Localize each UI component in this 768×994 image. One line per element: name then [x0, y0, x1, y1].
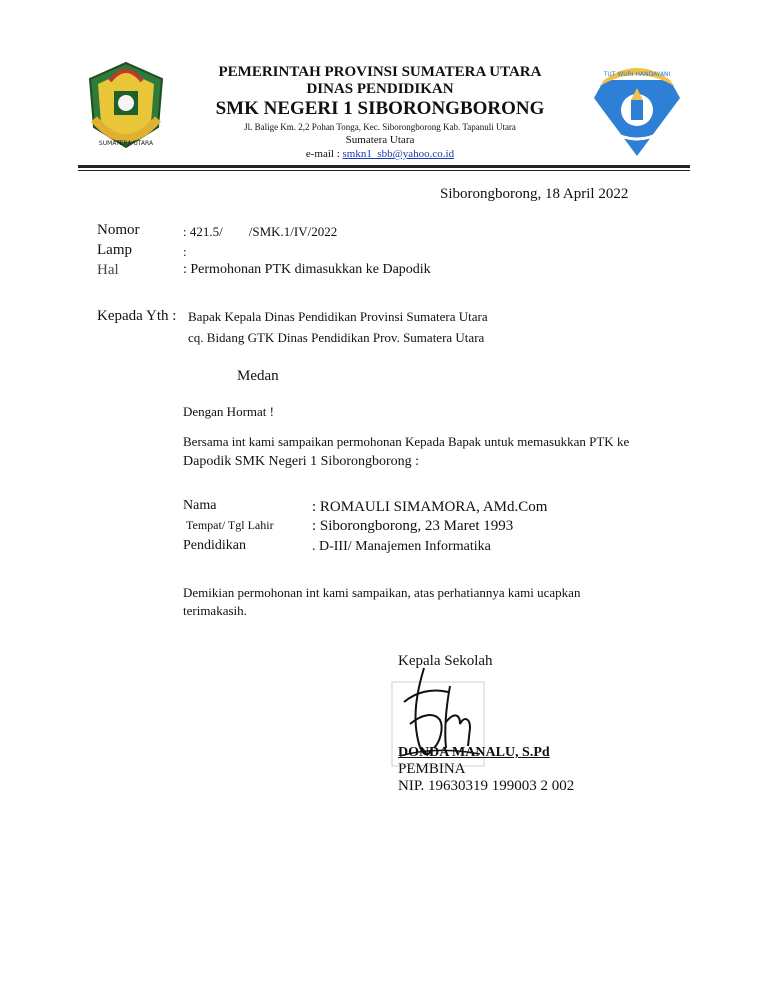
school-region: Sumatera Utara: [345, 134, 415, 146]
addressee-city: Medan: [237, 368, 279, 384]
paragraph-1-line-2: Dapodik SMK Negeri 1 Siborongborong :: [183, 454, 420, 469]
header-rule-thick: [78, 165, 690, 168]
province-emblem-logo: [80, 57, 172, 155]
greeting: Dengan Hormat !: [183, 404, 274, 419]
nama-label: Nama: [183, 498, 217, 513]
addressee-line2: cq. Bidang GTK Dinas Pendidikan Prov. Sumatera Utara: [188, 330, 485, 345]
ttl-label: Tempat/ Tgl Lahir: [186, 518, 274, 532]
closing-line-1: Demikian permohonan int kami sampaikan, atas perhatiannya kami ucapkan: [183, 585, 581, 600]
school-email-line: [180, 148, 580, 160]
nomor-value: : 421.5/ /SMK.1/IV/2022: [183, 224, 338, 239]
header-rule-thin: [78, 170, 690, 171]
school-address: Jl. Balige Km. 2,2 Pohan Tonga, Kec. Siborongborong Kab. Tapanuli Utara: [244, 122, 516, 132]
tut-wuri-handayani-logo: [586, 60, 688, 162]
pendidikan-label: Pendidikan: [183, 538, 246, 553]
lamp-label: Lamp: [97, 242, 132, 258]
header-line2: DINAS PENDIDIKAN: [306, 81, 454, 97]
svg-text:SUMATERA UTARA: SUMATERA UTARA: [98, 140, 154, 147]
hal-label: Hal: [97, 262, 119, 278]
school-name: SMK NEGERI 1 SIBORONGBORONG: [215, 98, 545, 119]
signatory-title: Kepala Sekolah: [398, 653, 493, 669]
ttl-value: : Siborongborong, 23 Maret 1993: [312, 518, 514, 534]
hal-value: : Permohonan PTK dimasukkan ke Dapodik: [183, 262, 431, 277]
pendidikan-value: . D-III/ Manajemen Informatika: [312, 539, 491, 554]
email-label: e-mail :: [305, 148, 343, 160]
header-line1: PEMERINTAH PROVINSI SUMATERA UTARA: [218, 64, 542, 80]
letter-date: Siborongborong, 18 April 2022: [440, 186, 629, 202]
closing-line-2: terimakasih.: [183, 603, 247, 618]
signatory-rank: PEMBINA: [398, 761, 466, 777]
paragraph-1-line-1: Bersama int kami sampaikan permohonan Kepada Bapak untuk memasukkan PTK ke: [183, 434, 630, 449]
signatory-nip: NIP. 19630319 199003 2 002: [398, 778, 575, 794]
svg-text:TUT WURI HANDAYANI: TUT WURI HANDAYANI: [603, 71, 671, 78]
signatory-name: DONDA MANALU, S.Pd: [398, 745, 550, 760]
addressee-line1: Bapak Kepala Dinas Pendidikan Provinsi Sumatera Utara: [188, 309, 488, 324]
email-link[interactable]: smkn1_sbb@yahoo.co.id: [342, 148, 455, 160]
nama-value: : ROMAULI SIMAMORA, AMd.Com: [312, 499, 548, 515]
addressee-label: Kepada Yth :: [97, 308, 177, 324]
nomor-label: Nomor: [97, 222, 140, 238]
lamp-value: :: [183, 244, 187, 259]
